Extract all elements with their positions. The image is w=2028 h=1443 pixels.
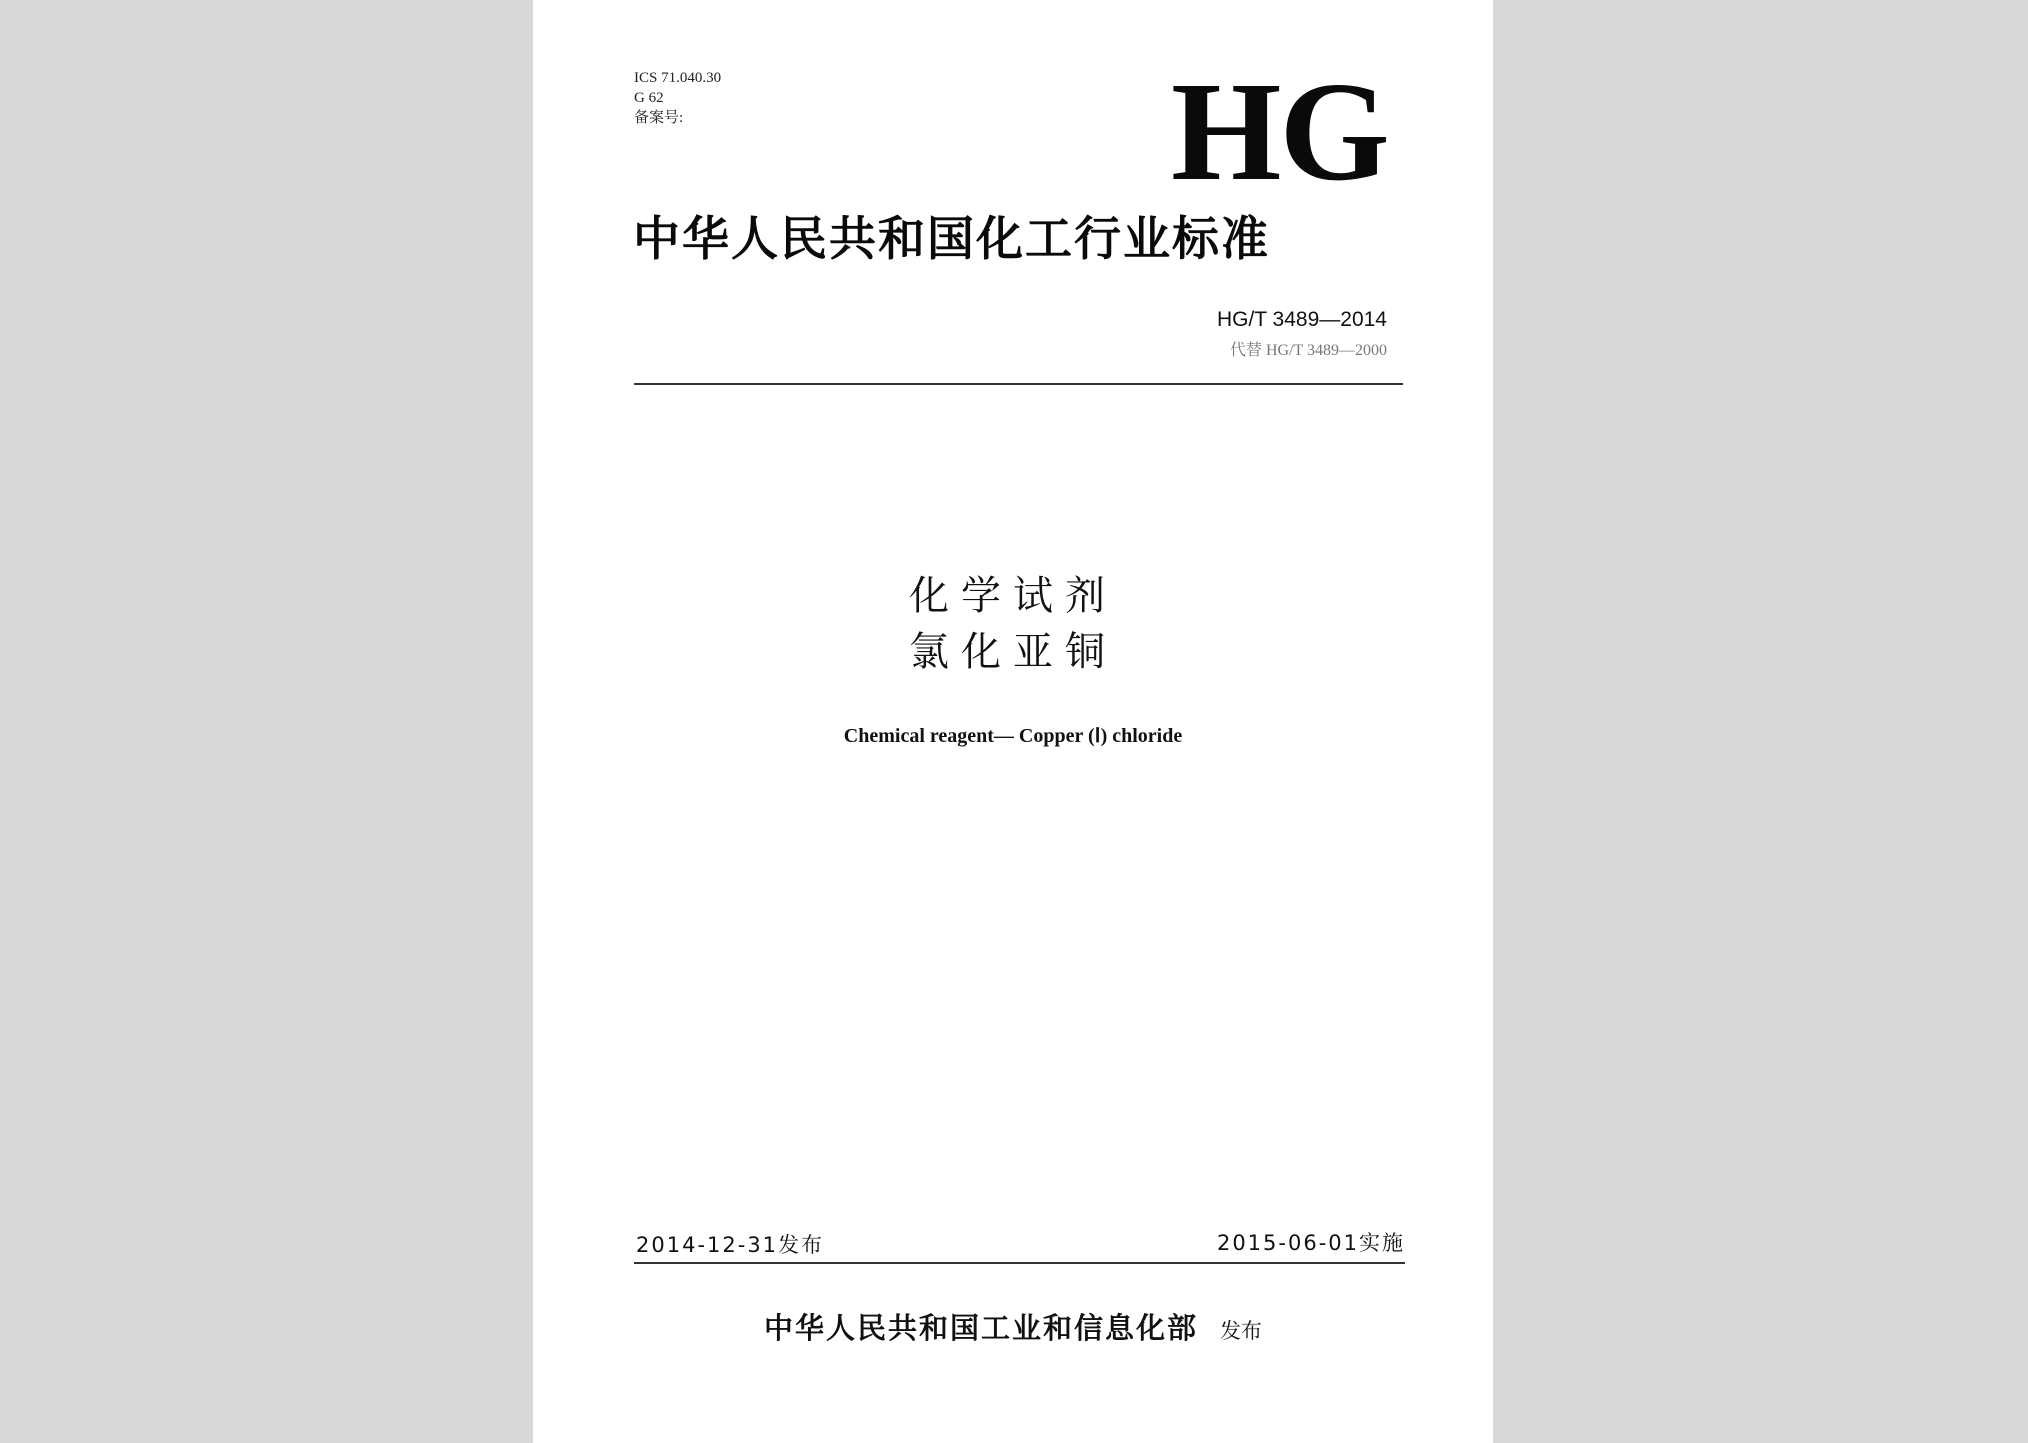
ics-code: ICS 71.040.30 [634,70,722,86]
publisher-line [533,1308,1493,1351]
footer-divider [634,1262,1405,1264]
standard-number: HG/T 3489—2014 [1216,308,1387,331]
publisher-suffix: 发布 [1220,1319,1262,1343]
standard-category-title: 中华人民共和国化工行业标准 [633,212,1270,267]
classification-block [634,68,721,128]
replaces-standard: 代替 HG/T 3489—2000 [1229,342,1387,359]
publisher-name: 中华人民共和国工业和信息化部 [763,1311,1198,1345]
document-page [533,0,1493,1443]
chinese-title-line-1: 化学试剂 [909,573,1117,619]
chinese-title [533,568,1493,680]
hg-logo: HG [1171,52,1388,210]
ccs-code: G 62 [634,90,664,106]
publish-date: 2014-12-31发布 [636,1233,825,1257]
english-title: Chemical reagent— Copper (Ⅰ) chloride [843,725,1183,747]
chinese-title-line-2: 氯化亚铜 [909,629,1117,675]
implementation-date: 2015-06-01实施 [1216,1231,1405,1255]
record-number-label: 备案号: [634,110,684,126]
header-divider [634,383,1403,385]
